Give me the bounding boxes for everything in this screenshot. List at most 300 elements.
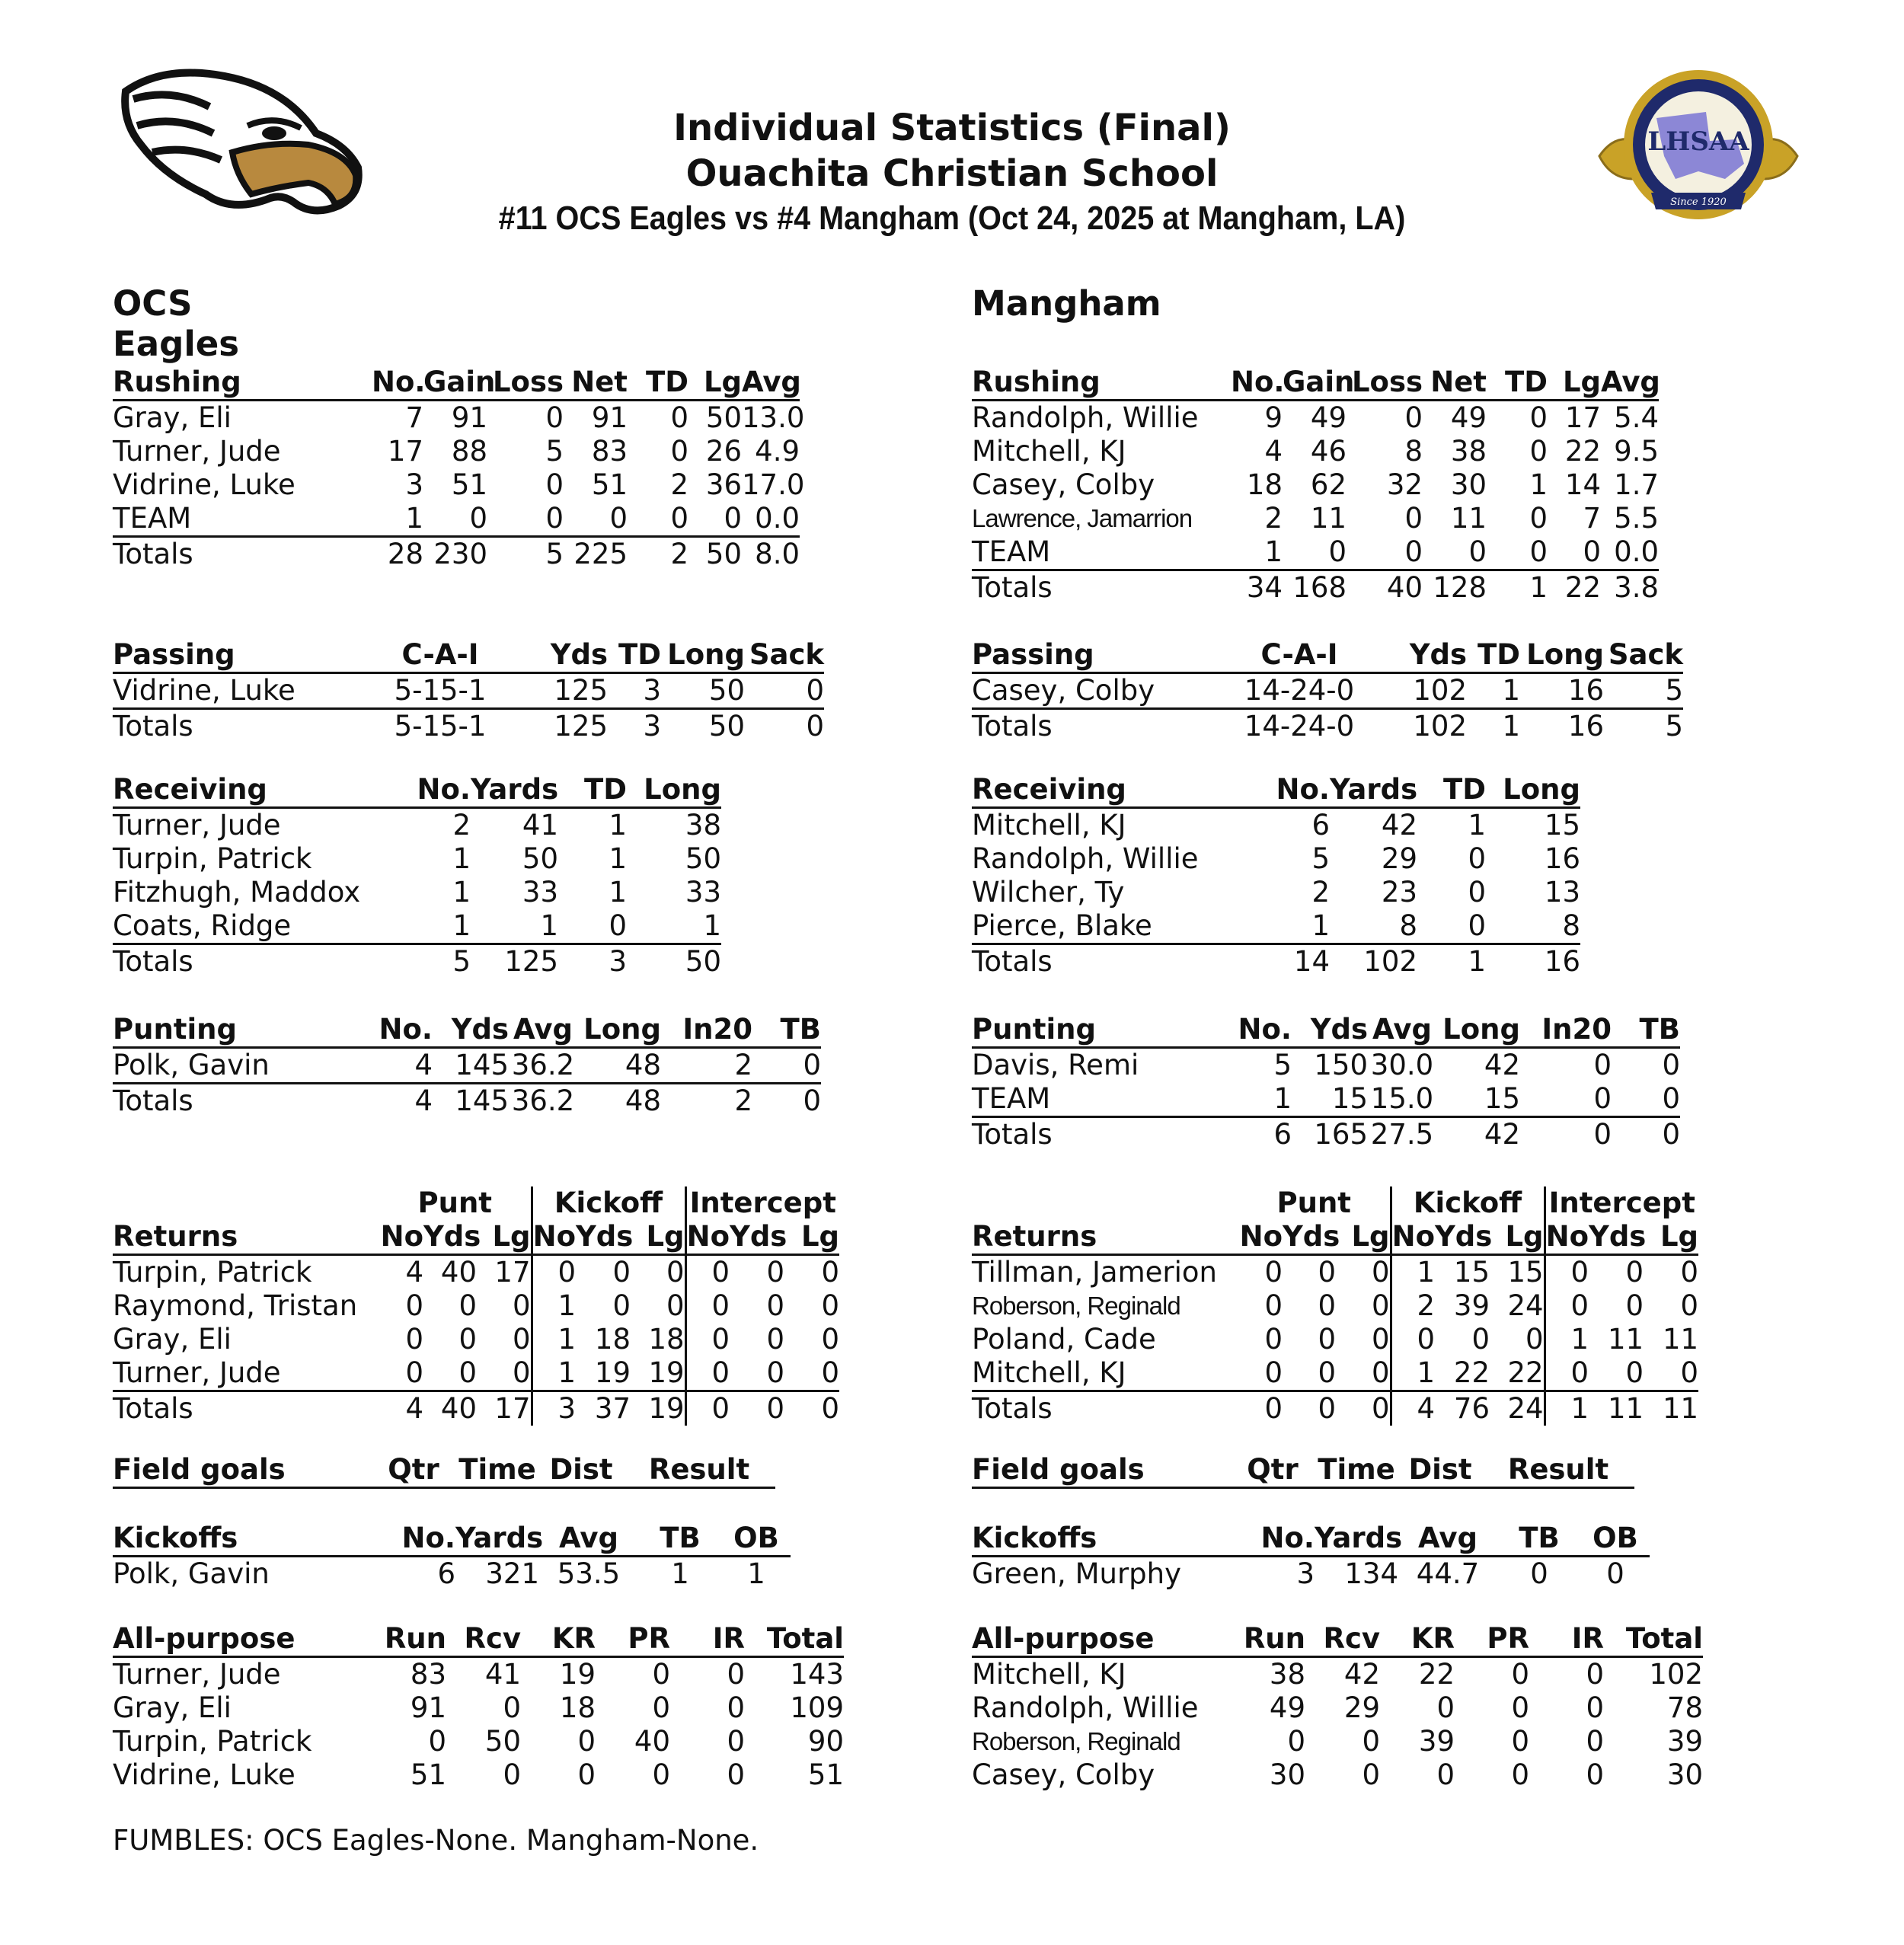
- column-header: Lg: [688, 366, 742, 401]
- player-name: Mitchell, KJ: [972, 435, 1126, 468]
- table-row: [972, 1082, 1680, 1117]
- stat-cell: 0: [784, 1356, 839, 1391]
- kickoffs-heading: Kickoffs: [113, 1522, 372, 1557]
- stat-cell: 0: [1423, 535, 1487, 570]
- stat-cell: 14-24-0: [1244, 710, 1355, 743]
- stat-cell: 49: [1269, 1691, 1305, 1724]
- punting-table: [972, 1013, 1680, 1151]
- table-row: [113, 1323, 839, 1356]
- stat-cell: 1: [1468, 945, 1486, 978]
- receiving-section: [113, 773, 721, 979]
- stat-cell: 0: [1525, 1323, 1544, 1356]
- stat-cell: 125: [509, 673, 608, 709]
- stat-cell: 0: [670, 401, 688, 434]
- column-header: No.: [1231, 366, 1283, 401]
- rushing-heading: Rushing: [972, 366, 1231, 401]
- stat-cell: 0: [1511, 1691, 1529, 1724]
- stat-cell: 0: [821, 1289, 840, 1322]
- stat-cell: 0: [1371, 1256, 1390, 1289]
- stat-cell: 1: [609, 876, 627, 909]
- receiving-heading: Receiving: [972, 773, 1231, 808]
- group-header-row: [972, 1186, 1698, 1220]
- all-purpose-table: [972, 1622, 1703, 1792]
- player-name: Vidrine, Luke: [113, 1758, 296, 1791]
- header-row: [972, 1622, 1703, 1657]
- stat-cell: 0: [577, 1758, 596, 1791]
- stat-cell: 50: [705, 401, 742, 434]
- column-header: Qtr: [1231, 1453, 1315, 1488]
- stat-cell: 22: [1490, 1356, 1545, 1391]
- stat-cell: 0: [685, 1356, 730, 1391]
- column-header: TB: [1612, 1013, 1680, 1048]
- column-header: OB: [722, 1522, 791, 1557]
- stat-cell: 134: [1344, 1557, 1398, 1590]
- stat-cell: 0: [1283, 1356, 1336, 1391]
- player-name: Vidrine, Luke: [113, 468, 296, 501]
- column-header: No: [685, 1220, 730, 1255]
- passing-table: [972, 638, 1683, 743]
- column-header: Long: [577, 1013, 661, 1048]
- stat-cell: 0: [458, 1289, 477, 1322]
- column-header: Yds: [576, 1220, 631, 1255]
- header-row: [113, 1013, 821, 1048]
- column-header: OB: [1581, 1522, 1650, 1557]
- stat-cell: 0: [1264, 1256, 1283, 1289]
- column-header: No: [1238, 1220, 1283, 1255]
- table-row: [972, 1657, 1703, 1692]
- kickoffs-section: [972, 1522, 1650, 1591]
- totals-row: [113, 1391, 839, 1426]
- stat-cell: 0: [558, 909, 627, 944]
- stat-cell: 5: [1273, 1049, 1292, 1081]
- column-header: TD: [558, 773, 627, 808]
- stat-cell: 102: [1413, 710, 1467, 743]
- totals-label: Totals: [113, 538, 193, 570]
- stat-cell: 0: [821, 1256, 840, 1289]
- stat-cell: 0: [727, 1725, 745, 1758]
- column-header: Dist: [1398, 1453, 1482, 1488]
- column-header: Net: [1423, 366, 1487, 401]
- stat-cell: 1: [372, 502, 423, 537]
- stat-cell: 1: [372, 909, 471, 944]
- column-header: Long: [1520, 638, 1604, 673]
- column-header: C-A-I: [372, 638, 509, 673]
- column-header: TD: [1487, 366, 1548, 401]
- stat-cell: 90: [807, 1725, 844, 1758]
- stat-cell: 3: [643, 710, 661, 743]
- player-name: Randolph, Willie: [972, 401, 1199, 434]
- stat-cell: 41: [484, 1658, 521, 1691]
- stat-cell: 125: [554, 710, 608, 743]
- lhsaa-logo-text: LHSAA: [1647, 126, 1749, 157]
- stat-cell: 51: [451, 468, 487, 501]
- column-header: In20: [661, 1013, 752, 1048]
- stat-cell: 0: [1468, 842, 1486, 875]
- column-header: Yards: [471, 773, 558, 808]
- player-name: Turner, Jude: [113, 1356, 379, 1391]
- table-row: [113, 1048, 821, 1084]
- stat-cell: 4: [1264, 435, 1283, 468]
- table-row: [972, 1356, 1698, 1391]
- stat-cell: 1: [671, 1557, 689, 1590]
- stat-cell: 50: [484, 1725, 521, 1758]
- table-row: [972, 1758, 1703, 1792]
- stat-cell: 34: [1246, 571, 1283, 604]
- stat-cell: 15: [1436, 1082, 1520, 1117]
- table-row: [113, 1657, 844, 1692]
- stat-cell: 1: [532, 1356, 576, 1391]
- stat-cell: 17: [494, 1256, 531, 1289]
- stat-cell: 38: [1269, 1658, 1305, 1691]
- stat-cell: 8: [1486, 909, 1580, 944]
- column-header: No.: [372, 1522, 455, 1557]
- stat-cell: 0: [1529, 502, 1548, 535]
- rushing-section: [972, 366, 1659, 605]
- stat-cell: 1: [1391, 1255, 1435, 1290]
- totals-row: [972, 570, 1659, 605]
- stat-cell: 0: [685, 1289, 730, 1323]
- table-row: [113, 842, 721, 876]
- stat-cell: 0: [564, 502, 628, 537]
- stat-cell: 51: [807, 1758, 844, 1791]
- stat-cell: 0: [577, 1725, 596, 1758]
- player-name: Turpin, Patrick: [113, 1256, 312, 1289]
- stat-cell: 42: [1343, 1658, 1380, 1691]
- stat-cell: 0: [1371, 1323, 1390, 1356]
- stat-cell: 1: [1391, 1356, 1435, 1391]
- stat-cell: 2: [1264, 502, 1283, 535]
- stat-cell: 0: [1404, 502, 1423, 535]
- table-row: [113, 1356, 839, 1391]
- kickoffs-heading: Kickoffs: [972, 1522, 1231, 1557]
- stat-cell: 4: [405, 1392, 423, 1425]
- table-row: [113, 808, 721, 843]
- stat-cell: 0: [612, 1289, 631, 1322]
- stat-cell: 36.2: [509, 1048, 577, 1084]
- column-header: TD: [1467, 638, 1520, 673]
- stat-cell: 9: [1264, 401, 1283, 434]
- column-header: Sack: [745, 638, 824, 673]
- column-header: Net: [564, 366, 628, 401]
- column-header: Run: [1231, 1622, 1305, 1657]
- player-name: Turpin, Patrick: [113, 1725, 312, 1758]
- header-row: [113, 366, 800, 401]
- returns-group-intercept: Intercept: [1545, 1186, 1698, 1220]
- stat-cell: 128: [1433, 571, 1487, 604]
- player-name: Fitzhugh, Maddox: [113, 876, 361, 909]
- column-header: Yards: [1330, 773, 1417, 808]
- stat-cell: 37: [594, 1392, 631, 1425]
- stat-cell: 0: [1548, 535, 1601, 570]
- passing-heading: Passing: [972, 638, 1231, 673]
- table-row: [113, 1557, 791, 1592]
- player-name: Gray, Eli: [113, 401, 232, 434]
- stat-cell: 0: [1612, 1082, 1680, 1117]
- stat-cell: 32: [1386, 468, 1423, 501]
- player-name: TEAM: [972, 535, 1231, 570]
- stat-cell: 91: [451, 401, 487, 434]
- column-header: Lg: [631, 1220, 685, 1255]
- stat-cell: 1: [452, 876, 471, 909]
- fg-table: [972, 1453, 1634, 1489]
- returns-group-punt: Punt: [1276, 1186, 1351, 1219]
- stat-cell: 4: [405, 1256, 423, 1289]
- stat-cell: 41: [522, 809, 558, 842]
- stat-cell: 0: [1318, 1256, 1336, 1289]
- all-purpose-section: [972, 1622, 1703, 1792]
- player-name: Wilcher, Ty: [972, 876, 1125, 909]
- stat-cell: 7: [405, 401, 423, 434]
- column-header: Avg: [1368, 1013, 1436, 1048]
- stat-cell: 1: [609, 809, 627, 842]
- stat-cell: 3: [608, 673, 661, 709]
- stat-cell: 0: [428, 1725, 446, 1758]
- stat-cell: 0: [1371, 1289, 1390, 1322]
- stat-cell: 14: [1564, 468, 1601, 501]
- rushing-table: [972, 366, 1659, 605]
- stat-cell: 3: [1296, 1557, 1315, 1590]
- fg-heading: Field goals: [113, 1453, 372, 1488]
- table-row: [972, 502, 1659, 535]
- stat-cell: 53.5: [557, 1557, 621, 1590]
- stat-cell: 1: [627, 909, 721, 944]
- column-header: KR: [521, 1622, 596, 1657]
- header-row: [972, 1013, 1680, 1048]
- totals-label: Totals: [972, 1118, 1053, 1151]
- column-header: No: [1545, 1220, 1589, 1255]
- stat-cell: 44.7: [1416, 1557, 1480, 1590]
- stat-cell: 0: [685, 1323, 730, 1356]
- table-row: [113, 1255, 839, 1290]
- stat-cell: 42: [1484, 1118, 1520, 1151]
- stat-cell: 1: [1231, 535, 1283, 570]
- table-row: [113, 673, 824, 709]
- table-row: [972, 468, 1659, 502]
- column-header: Yds: [509, 638, 608, 673]
- header-row: [972, 1220, 1698, 1255]
- stat-cell: 1: [1529, 571, 1548, 604]
- column-header: TB: [1497, 1522, 1581, 1557]
- table-row: [972, 401, 1659, 436]
- stat-cell: 0: [688, 502, 742, 537]
- stat-cell: 0: [379, 1356, 423, 1391]
- stat-cell: 0: [1625, 1289, 1644, 1322]
- stat-cell: 11: [1607, 1392, 1644, 1425]
- stat-cell: 29: [1343, 1691, 1380, 1724]
- punting-section: [113, 1013, 821, 1118]
- column-header: Yards: [1315, 1522, 1398, 1557]
- player-name: Mitchell, KJ: [972, 1356, 1238, 1391]
- stat-cell: 2: [734, 1084, 752, 1117]
- rushing-table: [113, 366, 805, 571]
- column-header: No.: [1231, 1522, 1315, 1557]
- stat-cell: 0: [1487, 535, 1548, 570]
- column-header: Gain: [423, 366, 487, 401]
- table-row: [972, 1725, 1703, 1758]
- passing-section: [972, 638, 1683, 743]
- column-header: Loss: [487, 366, 564, 401]
- column-header: Sack: [1604, 638, 1683, 673]
- stat-cell: 0: [730, 1356, 784, 1391]
- returns-group-intercept: Intercept: [685, 1186, 839, 1220]
- stat-cell: 3: [405, 468, 423, 501]
- returns-table: [972, 1186, 1698, 1426]
- receiving-table: [972, 773, 1580, 979]
- stat-cell: 0: [1238, 1356, 1283, 1391]
- column-header: Long: [1486, 773, 1580, 808]
- stat-cell: 0: [545, 401, 564, 434]
- column-header: Avg: [509, 1013, 577, 1048]
- stat-cell: 29: [1381, 842, 1417, 875]
- player-name: Davis, Remi: [972, 1049, 1139, 1081]
- table-row: [972, 1289, 1698, 1323]
- stat-cell: 1: [452, 842, 471, 875]
- player-name: Turner, Jude: [113, 435, 281, 468]
- stat-cell: 5.4: [1614, 401, 1659, 434]
- stat-cell: 0: [766, 1323, 785, 1356]
- stat-cell: 83: [591, 435, 628, 468]
- lhsaa-since-text: Since 1920: [1670, 196, 1727, 208]
- column-header: C-A-I: [1231, 638, 1368, 673]
- punting-table: [113, 1013, 821, 1118]
- returns-table: [113, 1186, 839, 1426]
- stat-cell: 11: [1662, 1392, 1699, 1425]
- stat-cell: 15.0: [1368, 1082, 1436, 1117]
- receiving-heading: Receiving: [113, 773, 372, 808]
- table-row: [972, 673, 1683, 709]
- rushing-heading: Rushing: [113, 366, 372, 401]
- stat-cell: 0: [1287, 1725, 1305, 1758]
- stat-cell: 2: [1391, 1289, 1435, 1323]
- stat-cell: 125: [504, 945, 558, 978]
- header-row: [972, 1453, 1634, 1488]
- stat-cell: 1: [532, 1323, 576, 1356]
- stat-cell: 0: [503, 1691, 521, 1724]
- stat-cell: 5: [545, 435, 564, 468]
- stat-cell: 17: [1564, 401, 1601, 434]
- totals-row: [113, 1084, 821, 1119]
- stat-cell: 0: [1318, 1392, 1336, 1425]
- column-header: Yards: [455, 1522, 539, 1557]
- column-header: Yds: [1368, 638, 1467, 673]
- column-header: PR: [1455, 1622, 1529, 1657]
- totals-label: Totals: [113, 710, 193, 743]
- stat-cell: 30: [1666, 1758, 1703, 1791]
- column-header: Yds: [1589, 1220, 1644, 1255]
- table-row: [113, 401, 800, 436]
- stat-cell: 1: [747, 1557, 765, 1590]
- table-row: [972, 1557, 1650, 1592]
- stat-cell: 0: [666, 1256, 685, 1289]
- column-header: No.: [372, 1013, 433, 1048]
- player-name: Roberson, Reginald: [972, 1727, 1180, 1755]
- column-header: No.: [1231, 773, 1330, 808]
- stat-cell: 23: [1381, 876, 1417, 909]
- stat-cell: 50: [685, 945, 721, 978]
- header-row: [972, 366, 1659, 401]
- stat-cell: 0: [1318, 1289, 1336, 1322]
- totals-row: [972, 944, 1580, 979]
- column-header: Result: [1482, 1453, 1634, 1488]
- stat-cell: 18: [559, 1691, 596, 1724]
- table-row: [972, 842, 1580, 876]
- stat-cell: 3: [532, 1391, 576, 1426]
- stat-cell: 102: [1649, 1658, 1703, 1691]
- stat-cell: 1: [1231, 1082, 1292, 1117]
- stat-cell: 8.0: [755, 538, 800, 570]
- stat-cell: 51: [591, 468, 628, 501]
- column-header: Time: [1315, 1453, 1398, 1488]
- column-header: Total: [1604, 1622, 1703, 1657]
- header-row: [972, 773, 1580, 808]
- column-header: Result: [623, 1453, 775, 1488]
- table-row: [972, 435, 1659, 468]
- player-name: Green, Murphy: [972, 1557, 1181, 1590]
- header-row: [113, 1622, 844, 1657]
- column-header: TB: [638, 1522, 722, 1557]
- stat-cell: 76: [1453, 1392, 1490, 1425]
- receiving-table: [113, 773, 721, 979]
- stat-cell: 17: [387, 435, 423, 468]
- stat-cell: 83: [410, 1658, 446, 1691]
- table-row: [113, 502, 800, 537]
- receiving-section: [972, 773, 1580, 979]
- player-name: Tillman, Jamerion: [972, 1256, 1217, 1289]
- player-name: Lawrence, Jamarrion: [972, 504, 1193, 532]
- stat-cell: 38: [1450, 435, 1487, 468]
- stat-cell: 5.5: [1614, 502, 1659, 535]
- stat-cell: 0: [1593, 1049, 1612, 1081]
- stat-cell: 5: [1604, 673, 1683, 709]
- table-row: [113, 1725, 844, 1758]
- stat-cell: 0: [821, 1392, 840, 1425]
- stat-cell: 5: [545, 538, 564, 570]
- column-header: Yds: [1292, 1013, 1368, 1048]
- stat-cell: 39: [1453, 1289, 1490, 1322]
- column-header: Avg: [539, 1522, 638, 1557]
- stat-cell: 19: [559, 1658, 596, 1691]
- stat-cell: 0: [727, 1758, 745, 1791]
- stat-cell: 38: [685, 809, 721, 842]
- stat-cell: 168: [1292, 571, 1347, 604]
- column-header: Lg: [784, 1220, 839, 1255]
- stat-cell: 4: [372, 1048, 433, 1084]
- column-header: Lg: [477, 1220, 532, 1255]
- column-header: No.: [372, 366, 423, 401]
- stat-cell: 40: [634, 1725, 670, 1758]
- stat-cell: 11: [1662, 1323, 1699, 1356]
- stat-cell: 1: [1545, 1391, 1589, 1426]
- group-header-row: [113, 1186, 839, 1220]
- stat-cell: 91: [410, 1691, 446, 1724]
- rushing-section: [113, 366, 805, 571]
- player-name: Casey, Colby: [972, 1758, 1155, 1791]
- table-row: [972, 808, 1580, 843]
- stat-cell: 0: [423, 1356, 477, 1391]
- stat-cell: 36: [705, 468, 742, 501]
- punting-heading: Punting: [113, 1013, 372, 1048]
- stat-cell: 36.2: [511, 1084, 575, 1117]
- stat-cell: 14-24-0: [1231, 673, 1368, 709]
- stat-cell: 1.7: [1614, 468, 1659, 501]
- stat-cell: 0: [1511, 1725, 1529, 1758]
- stat-cell: 0: [512, 1289, 531, 1322]
- table-row: [972, 1048, 1680, 1083]
- stat-cell: 1: [1467, 673, 1520, 709]
- stat-cell: 0: [1545, 1356, 1589, 1391]
- stat-cell: 15: [1507, 1256, 1544, 1289]
- column-header: No.: [1231, 1013, 1292, 1048]
